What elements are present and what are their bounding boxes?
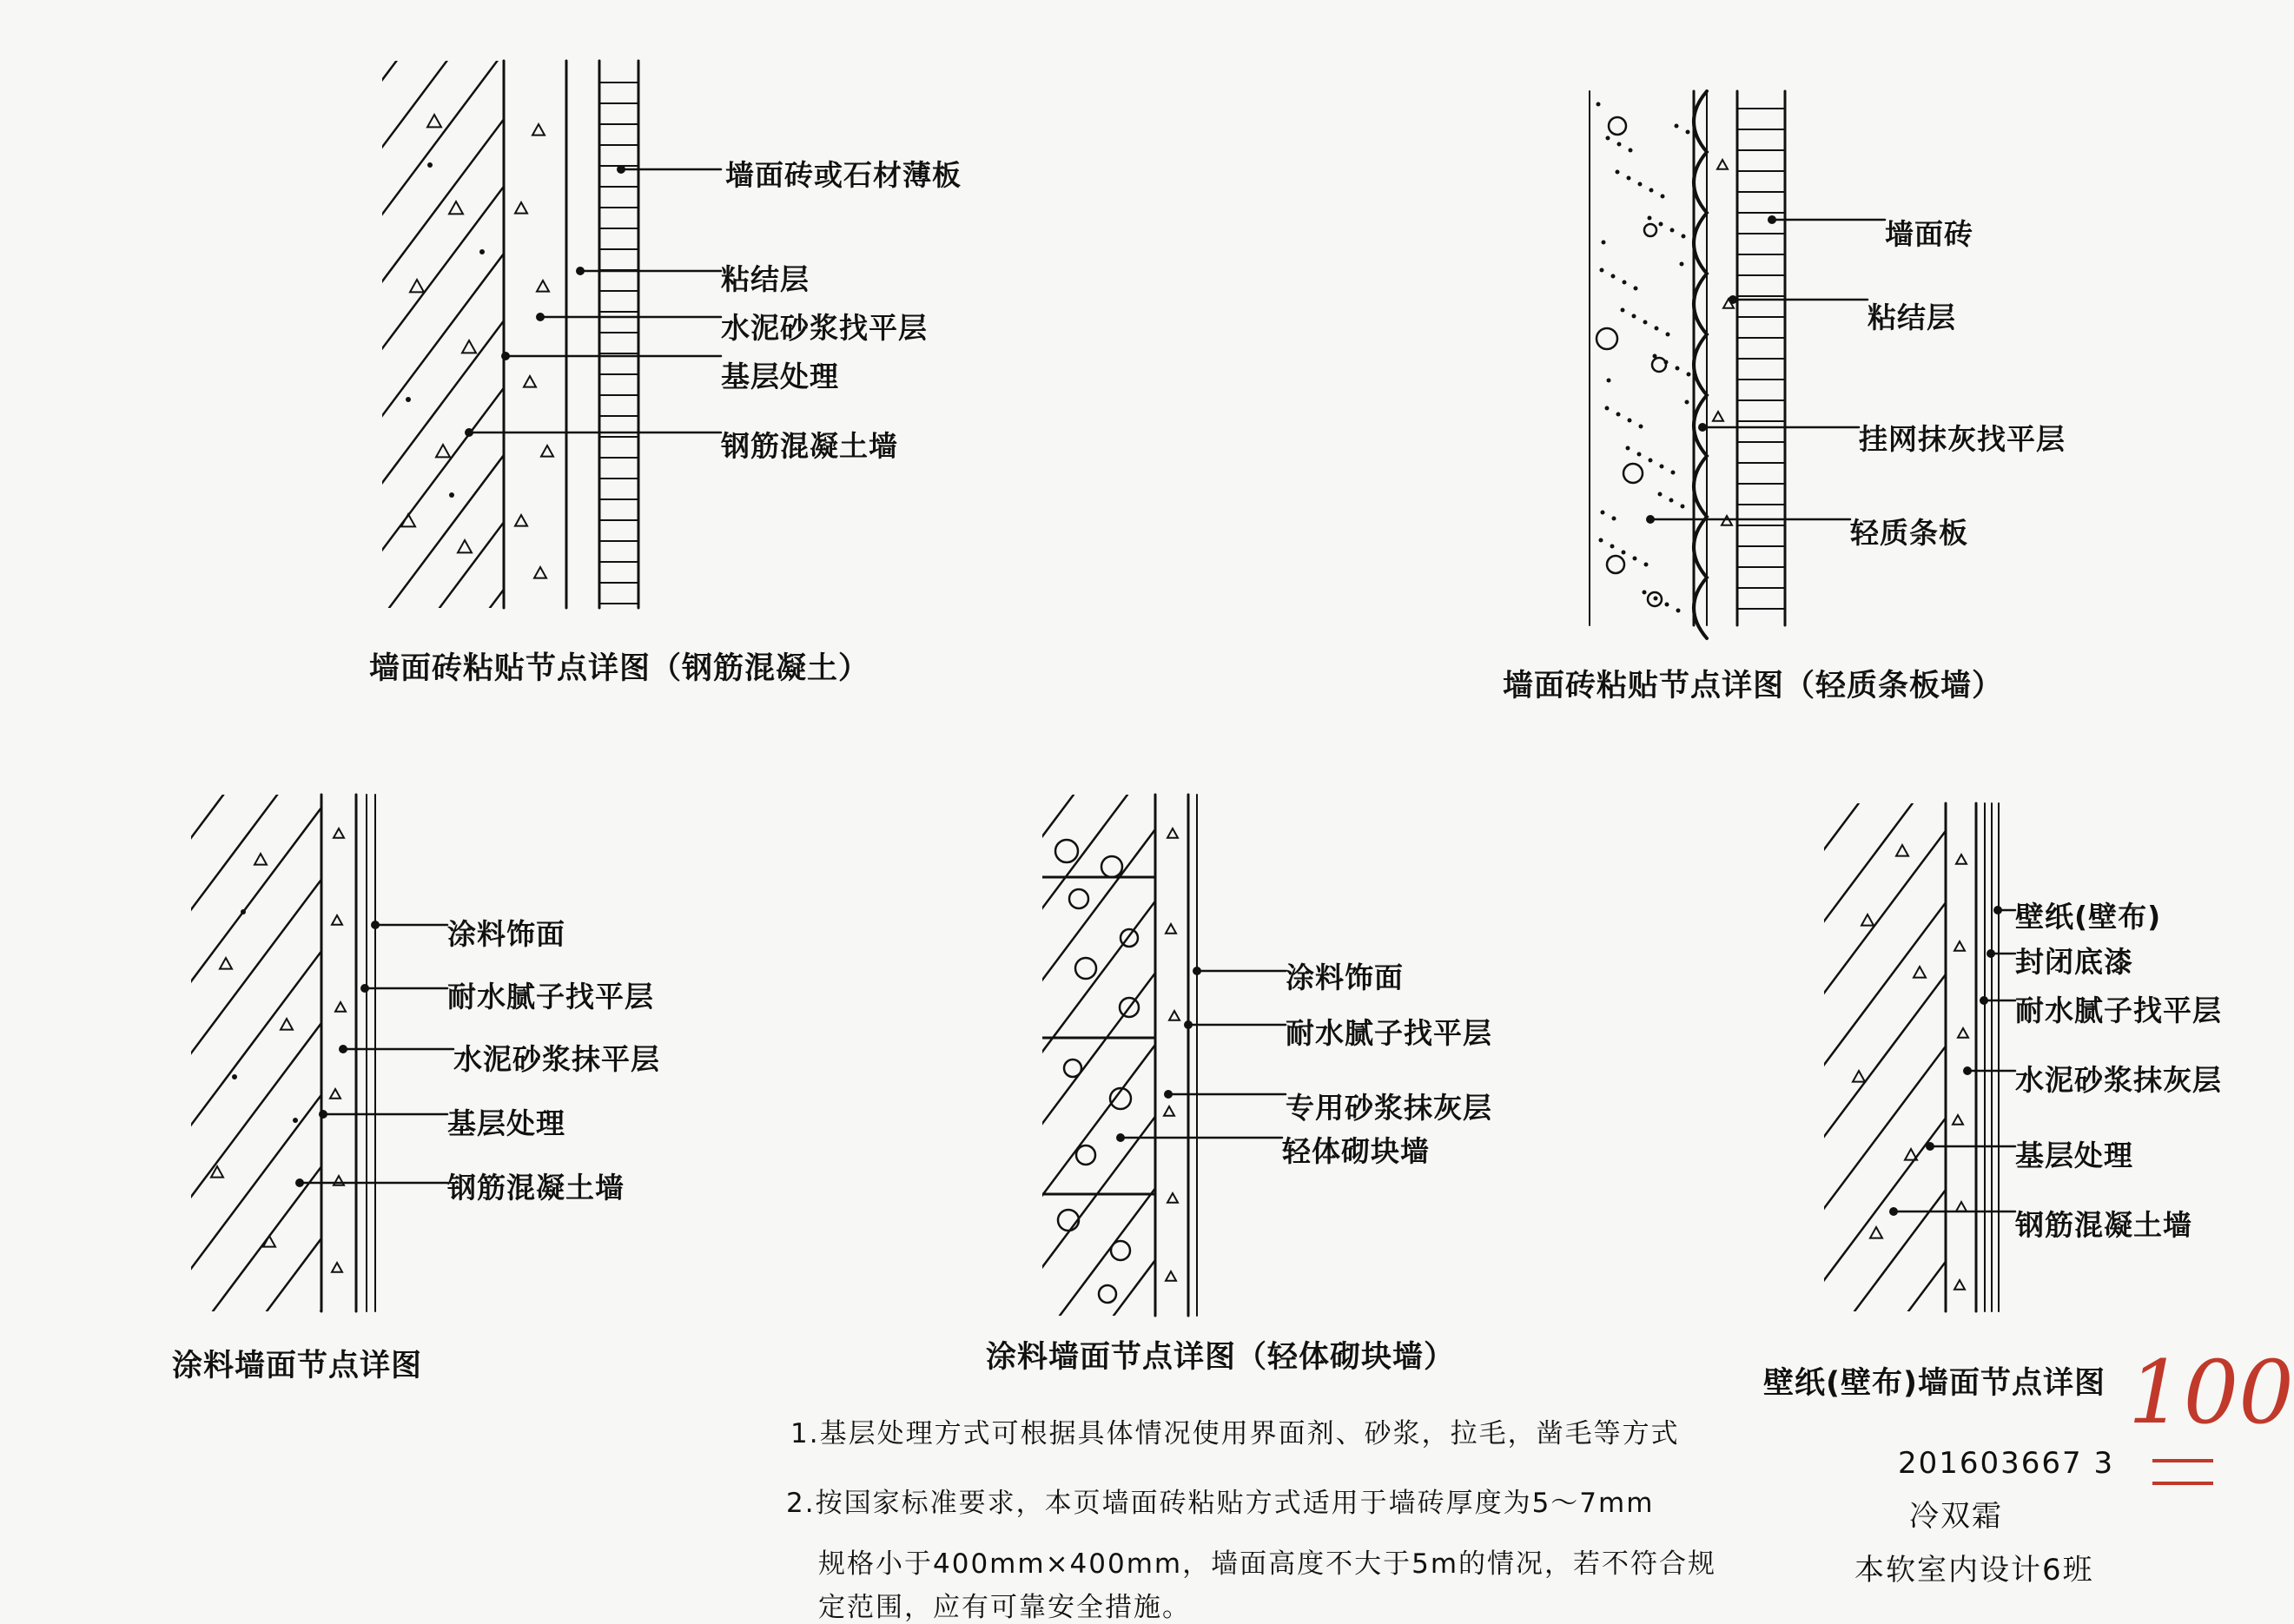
aggregate-triangle — [1164, 1106, 1174, 1116]
hatch-line — [0, 61, 397, 608]
aggregate-triangle — [220, 958, 232, 969]
aggregate-dot — [1628, 419, 1632, 423]
d5-label-mortar: 水泥砂浆抹灰层 — [2015, 1063, 2222, 1097]
aggregate-dot — [427, 162, 433, 168]
aggregate-triangle — [335, 1002, 346, 1012]
aggregate-dot — [1627, 176, 1631, 181]
d4-label-paint: 涂料饰面 — [1286, 961, 1404, 994]
aggregate-triangle — [1713, 412, 1723, 421]
aggregate-dot — [1643, 591, 1647, 595]
aggregate-circle — [1101, 856, 1122, 877]
aggregate-dot — [617, 165, 625, 174]
aggregate-dot — [1698, 423, 1707, 432]
aggregate-dot — [241, 909, 246, 914]
aggregate-circle — [1652, 358, 1666, 372]
aggregate-circle — [1121, 929, 1138, 947]
hatch-line — [893, 61, 1304, 608]
hatch-line — [0, 795, 385, 1311]
aggregate-dot — [1600, 268, 1604, 273]
hatch-line — [51, 795, 439, 1311]
aggregate-triangle — [1954, 1280, 1965, 1290]
d5-label-primer: 封闭底漆 — [2015, 945, 2133, 979]
aggregate-dot — [1664, 360, 1669, 365]
student-class: 本软室内设计6班 — [1854, 1553, 2094, 1588]
d2-label-panel: 轻质条板 — [1850, 516, 1968, 550]
aggregate-triangle — [1861, 914, 1874, 926]
aggregate-dot — [1644, 563, 1649, 567]
hatch-line — [137, 61, 548, 608]
diagram4-layers — [1055, 795, 1197, 1316]
aggregate-dot — [1621, 308, 1625, 313]
aggregate-dot — [1597, 102, 1601, 107]
hatch-line — [1167, 795, 1558, 1316]
grade-underline — [2152, 1459, 2213, 1485]
aggregate-triangle — [410, 280, 424, 292]
hatch-line — [683, 795, 1074, 1316]
aggregate-dot — [1680, 262, 1684, 267]
aggregate-triangle — [1905, 1149, 1917, 1160]
hatch-line — [36, 61, 447, 608]
aggregate-triangle — [1166, 1271, 1176, 1281]
aggregate-circle — [1099, 1285, 1116, 1303]
d1-label-leveling: 水泥砂浆找平层 — [721, 311, 928, 345]
hatch-line — [339, 61, 750, 608]
hatch-line — [0, 61, 347, 608]
aggregate-triangle — [1958, 1028, 1968, 1038]
hatch-line — [1221, 795, 1612, 1316]
diagram2-layers — [1590, 91, 1785, 638]
aggregate-triangle — [281, 1019, 293, 1030]
d3-label-base: 基层处理 — [447, 1106, 565, 1140]
aggregate-dot — [1605, 406, 1610, 411]
aggregate-triangle — [1166, 924, 1176, 934]
hatch-line — [898, 795, 1289, 1316]
d3-label-wall: 钢筋混凝土墙 — [447, 1171, 625, 1205]
hatch-line — [0, 795, 62, 1311]
aggregate-dot — [1669, 498, 1674, 503]
d1-label-wall: 钢筋混凝土墙 — [721, 429, 898, 463]
aggregate-dot — [1634, 287, 1638, 291]
aggregate-triangle — [537, 281, 549, 292]
aggregate-dot — [1611, 274, 1616, 279]
aggregate-dot — [1617, 142, 1622, 147]
hatch-line — [0, 61, 296, 608]
hatch-line — [844, 795, 1235, 1316]
aggregate-dot — [293, 1118, 298, 1123]
hatch-line — [994, 61, 1405, 608]
aggregate-triangle — [1953, 1115, 1963, 1125]
aggregate-dot — [1682, 234, 1686, 239]
aggregate-dot — [1658, 492, 1663, 497]
aggregate-triangle — [1169, 1011, 1180, 1020]
aggregate-dot — [406, 397, 411, 402]
aggregate-dot — [371, 921, 380, 929]
hatch-line — [2231, 803, 2294, 1311]
hatch-line — [0, 795, 277, 1311]
hatch-line — [644, 795, 1031, 1311]
aggregate-dot — [1116, 1133, 1125, 1142]
aggregate-circle — [1055, 840, 1078, 862]
aggregate-dot — [1622, 551, 1626, 555]
aggregate-circle — [1607, 556, 1624, 573]
aggregate-dot — [1665, 603, 1669, 607]
hatch-line — [1275, 795, 1666, 1316]
aggregate-triangle — [1896, 845, 1908, 856]
hatch-line — [1383, 795, 1774, 1316]
hatch-line — [87, 61, 498, 608]
aggregate-triangle — [332, 1263, 342, 1272]
aggregate-dot — [1676, 609, 1681, 613]
aggregate-dot — [1659, 222, 1663, 227]
aggregate-circle — [1069, 889, 1088, 908]
d3-label-mortar: 水泥砂浆抹平层 — [453, 1042, 660, 1076]
aggregate-dot — [576, 267, 585, 275]
hatch-line — [790, 795, 1181, 1316]
hatch-line — [1424, 803, 1805, 1311]
aggregate-dot — [1633, 557, 1637, 561]
hatch-line — [1329, 795, 1720, 1316]
aggregate-dot — [1889, 1207, 1898, 1216]
aggregate-dot — [536, 313, 545, 321]
hatch-line — [805, 795, 1193, 1311]
note-line-4: 定范围，应有可靠安全措施。 — [818, 1592, 1191, 1623]
aggregate-circle — [1076, 1145, 1095, 1165]
hatch-line — [1491, 795, 1881, 1316]
aggregate-triangle — [1954, 941, 1965, 951]
hatch-line — [629, 795, 1020, 1316]
hatch-line — [238, 61, 649, 608]
aggregate-triangle — [1853, 1071, 1865, 1082]
d2-label-tile: 墙面砖 — [1885, 217, 1973, 251]
hatch-line — [0, 795, 331, 1311]
aggregate-triangle — [515, 202, 527, 214]
d2-label-adhesive: 粘结层 — [1868, 300, 1956, 334]
d2-label-mesh: 挂网抹灰找平层 — [1859, 422, 2066, 456]
grade-score: 100 — [2128, 1342, 2294, 1443]
d3-label-putty: 耐水腻子找平层 — [447, 980, 654, 1013]
d5-label-wall: 钢筋混凝土墙 — [2015, 1208, 2192, 1242]
diagram3-layers — [211, 795, 375, 1311]
aggregate-dot — [1646, 515, 1655, 524]
aggregate-dot — [232, 1074, 237, 1079]
d1-label-tile: 墙面砖或石材薄板 — [725, 158, 962, 192]
aggregate-dot — [1184, 1020, 1193, 1029]
aggregate-dot — [1637, 452, 1642, 457]
aggregate-triangle — [332, 915, 342, 925]
d4-label-mortar: 专用砂浆抹灰层 — [1286, 1091, 1492, 1125]
hatch-line — [0, 795, 116, 1311]
diagram4-block-hatch — [521, 795, 2043, 1316]
aggregate-dot — [1193, 967, 1201, 975]
aggregate-dot — [449, 492, 454, 498]
aggregate-dot — [339, 1045, 347, 1053]
aggregate-triangle — [1914, 967, 1926, 978]
aggregate-dot — [1639, 425, 1643, 429]
aggregate-circle — [1644, 224, 1656, 236]
aggregate-dot — [1687, 373, 1691, 377]
aggregate-dot — [319, 1110, 327, 1119]
aggregate-dot — [1612, 517, 1616, 521]
hatch-line — [188, 61, 598, 608]
d4-label-putty: 耐水腻子找平层 — [1286, 1016, 1492, 1050]
d5-label-base: 基层处理 — [2015, 1139, 2133, 1172]
aggregate-dot — [1671, 471, 1676, 475]
hatch-line — [1370, 803, 1751, 1311]
hatch-line — [952, 795, 1343, 1316]
aggregate-triangle — [458, 540, 472, 552]
aggregate-dot — [1601, 511, 1605, 515]
d2-caption: 墙面砖粘贴节点详图（轻质条板墙） — [1503, 669, 2004, 703]
aggregate-dot — [1670, 228, 1675, 233]
aggregate-dot — [1164, 1090, 1173, 1099]
aggregate-dot — [1632, 314, 1636, 319]
aggregate-dot — [295, 1178, 304, 1187]
d4-caption: 涂料墙面节点详图（轻体砌块墙） — [986, 1340, 1456, 1375]
aggregate-dot — [1648, 216, 1652, 221]
aggregate-dot — [1685, 400, 1689, 405]
aggregate-dot — [465, 428, 473, 437]
d2-mesh-wave — [1694, 91, 1707, 638]
aggregate-triangle — [1167, 829, 1178, 838]
hatch-line — [697, 795, 1085, 1311]
aggregate-dot — [1638, 182, 1643, 187]
aggregate-dot — [1926, 1142, 1934, 1151]
aggregate-triangle — [524, 376, 536, 387]
aggregate-dot — [1649, 459, 1653, 463]
note-line-2: 2.按国家标准要求，本页墙面砖粘贴方式适用于墙砖厚度为5～7mm — [786, 1488, 1655, 1519]
hatch-line — [1044, 61, 1455, 608]
aggregate-triangle — [334, 829, 344, 838]
aggregate-dot — [1653, 354, 1657, 359]
d3-label-paint: 涂料饰面 — [447, 917, 565, 951]
aggregate-dot — [1980, 996, 1988, 1005]
aggregate-circle — [1623, 464, 1643, 483]
aggregate-dot — [1599, 538, 1603, 543]
d4-label-block: 轻体砌块墙 — [1282, 1134, 1430, 1168]
hatch-line — [1060, 795, 1451, 1316]
hatch-line — [1316, 803, 1697, 1311]
aggregate-triangle — [1722, 516, 1732, 525]
aggregate-triangle — [1717, 160, 1728, 169]
aggregate-triangle — [532, 124, 545, 135]
hatch-line — [105, 795, 493, 1311]
aggregate-dot — [1686, 130, 1690, 135]
hatch-line — [1585, 803, 1967, 1311]
hatch-line — [751, 795, 1139, 1311]
aggregate-dot — [1626, 446, 1630, 451]
aggregate-dot — [1629, 149, 1633, 153]
aggregate-dot — [501, 352, 510, 360]
hatch-line — [1114, 795, 1504, 1316]
hatch-line — [0, 61, 246, 608]
d5-label-wallpaper: 壁纸(壁布) — [2015, 900, 2162, 934]
aggregate-triangle — [449, 201, 463, 214]
aggregate-dot — [1963, 1066, 1972, 1075]
aggregate-circle — [1075, 958, 1096, 979]
aggregate-triangle — [255, 854, 267, 865]
hatch-line — [737, 795, 1127, 1316]
student-name: 冷双霜 — [1909, 1499, 2003, 1534]
student-id: 201603667 3 — [1898, 1446, 2115, 1481]
aggregate-dot — [1666, 333, 1670, 337]
aggregate-dot — [479, 249, 485, 254]
aggregate-triangle — [534, 567, 546, 578]
hatch-line — [1598, 795, 1989, 1316]
note-line-3: 规格小于400mm×400mm，墙面高度不大于5m的情况，若不符合规 — [818, 1548, 1717, 1580]
note-line-1: 1.基层处理方式可根据具体情况使用界面剂、砂浆，拉毛，凿毛等方式 — [790, 1418, 1680, 1449]
aggregate-triangle — [1956, 855, 1967, 864]
hatch-line — [2285, 803, 2294, 1311]
aggregate-triangle — [541, 446, 553, 457]
aggregate-triangle — [1956, 1202, 1967, 1211]
aggregate-dot — [360, 984, 369, 993]
hatch-line — [1639, 803, 2020, 1311]
d1-label-adhesive: 粘结层 — [721, 262, 810, 296]
aggregate-dot — [1660, 465, 1664, 469]
aggregate-dot — [1643, 320, 1648, 325]
aggregate-dot — [1676, 366, 1680, 371]
d5-label-putty: 耐水腻子找平层 — [2015, 994, 2222, 1027]
aggregate-circle — [1111, 1241, 1130, 1260]
aggregate-circle — [1597, 328, 1617, 349]
d1-label-base: 基层处理 — [721, 360, 839, 393]
aggregate-dot — [1655, 327, 1659, 331]
d3-caption: 涂料墙面节点详图 — [172, 1349, 423, 1383]
d5-caption: 壁纸(壁布)墙面节点详图 — [1763, 1366, 2106, 1401]
hatch-line — [1006, 795, 1397, 1316]
aggregate-triangle — [1167, 1193, 1178, 1203]
aggregate-triangle — [436, 445, 450, 457]
aggregate-dot — [1993, 906, 2002, 914]
aggregate-triangle — [427, 115, 441, 127]
aggregate-dot — [1616, 170, 1620, 175]
aggregate-dot — [1661, 195, 1665, 199]
aggregate-circle — [1609, 117, 1626, 135]
aggregate-triangle — [1870, 1227, 1882, 1238]
aggregate-dot — [1602, 241, 1606, 245]
diagram5-layers — [1853, 803, 1999, 1311]
aggregate-triangle — [515, 515, 527, 526]
hatch-line — [1478, 803, 1859, 1311]
aggregate-dot — [1649, 188, 1654, 193]
aggregate-dot — [1681, 505, 1685, 509]
aggregate-triangle — [330, 1089, 340, 1099]
aggregate-dot — [1729, 295, 1737, 304]
aggregate-triangle — [462, 340, 476, 353]
hatch-line — [943, 61, 1354, 608]
aggregate-dot — [1987, 949, 1995, 958]
aggregate-circle — [1064, 1060, 1081, 1077]
aggregate-dot — [1654, 597, 1658, 601]
aggregate-dot — [1616, 413, 1621, 417]
aggregate-dot — [1607, 379, 1611, 383]
aggregate-dot — [1768, 215, 1776, 224]
aggregate-dot — [1623, 281, 1627, 285]
hatch-line — [1437, 795, 1828, 1316]
hatch-line — [0, 795, 223, 1311]
aggregate-dot — [1610, 545, 1615, 549]
hatch-line — [0, 795, 169, 1311]
aggregate-circle — [1058, 1210, 1079, 1231]
aggregate-dot — [1606, 136, 1610, 141]
hatch-line — [1531, 803, 1913, 1311]
aggregate-dot — [1675, 124, 1679, 129]
d1-caption: 墙面砖粘贴节点详图（钢筋混凝土） — [369, 651, 870, 686]
